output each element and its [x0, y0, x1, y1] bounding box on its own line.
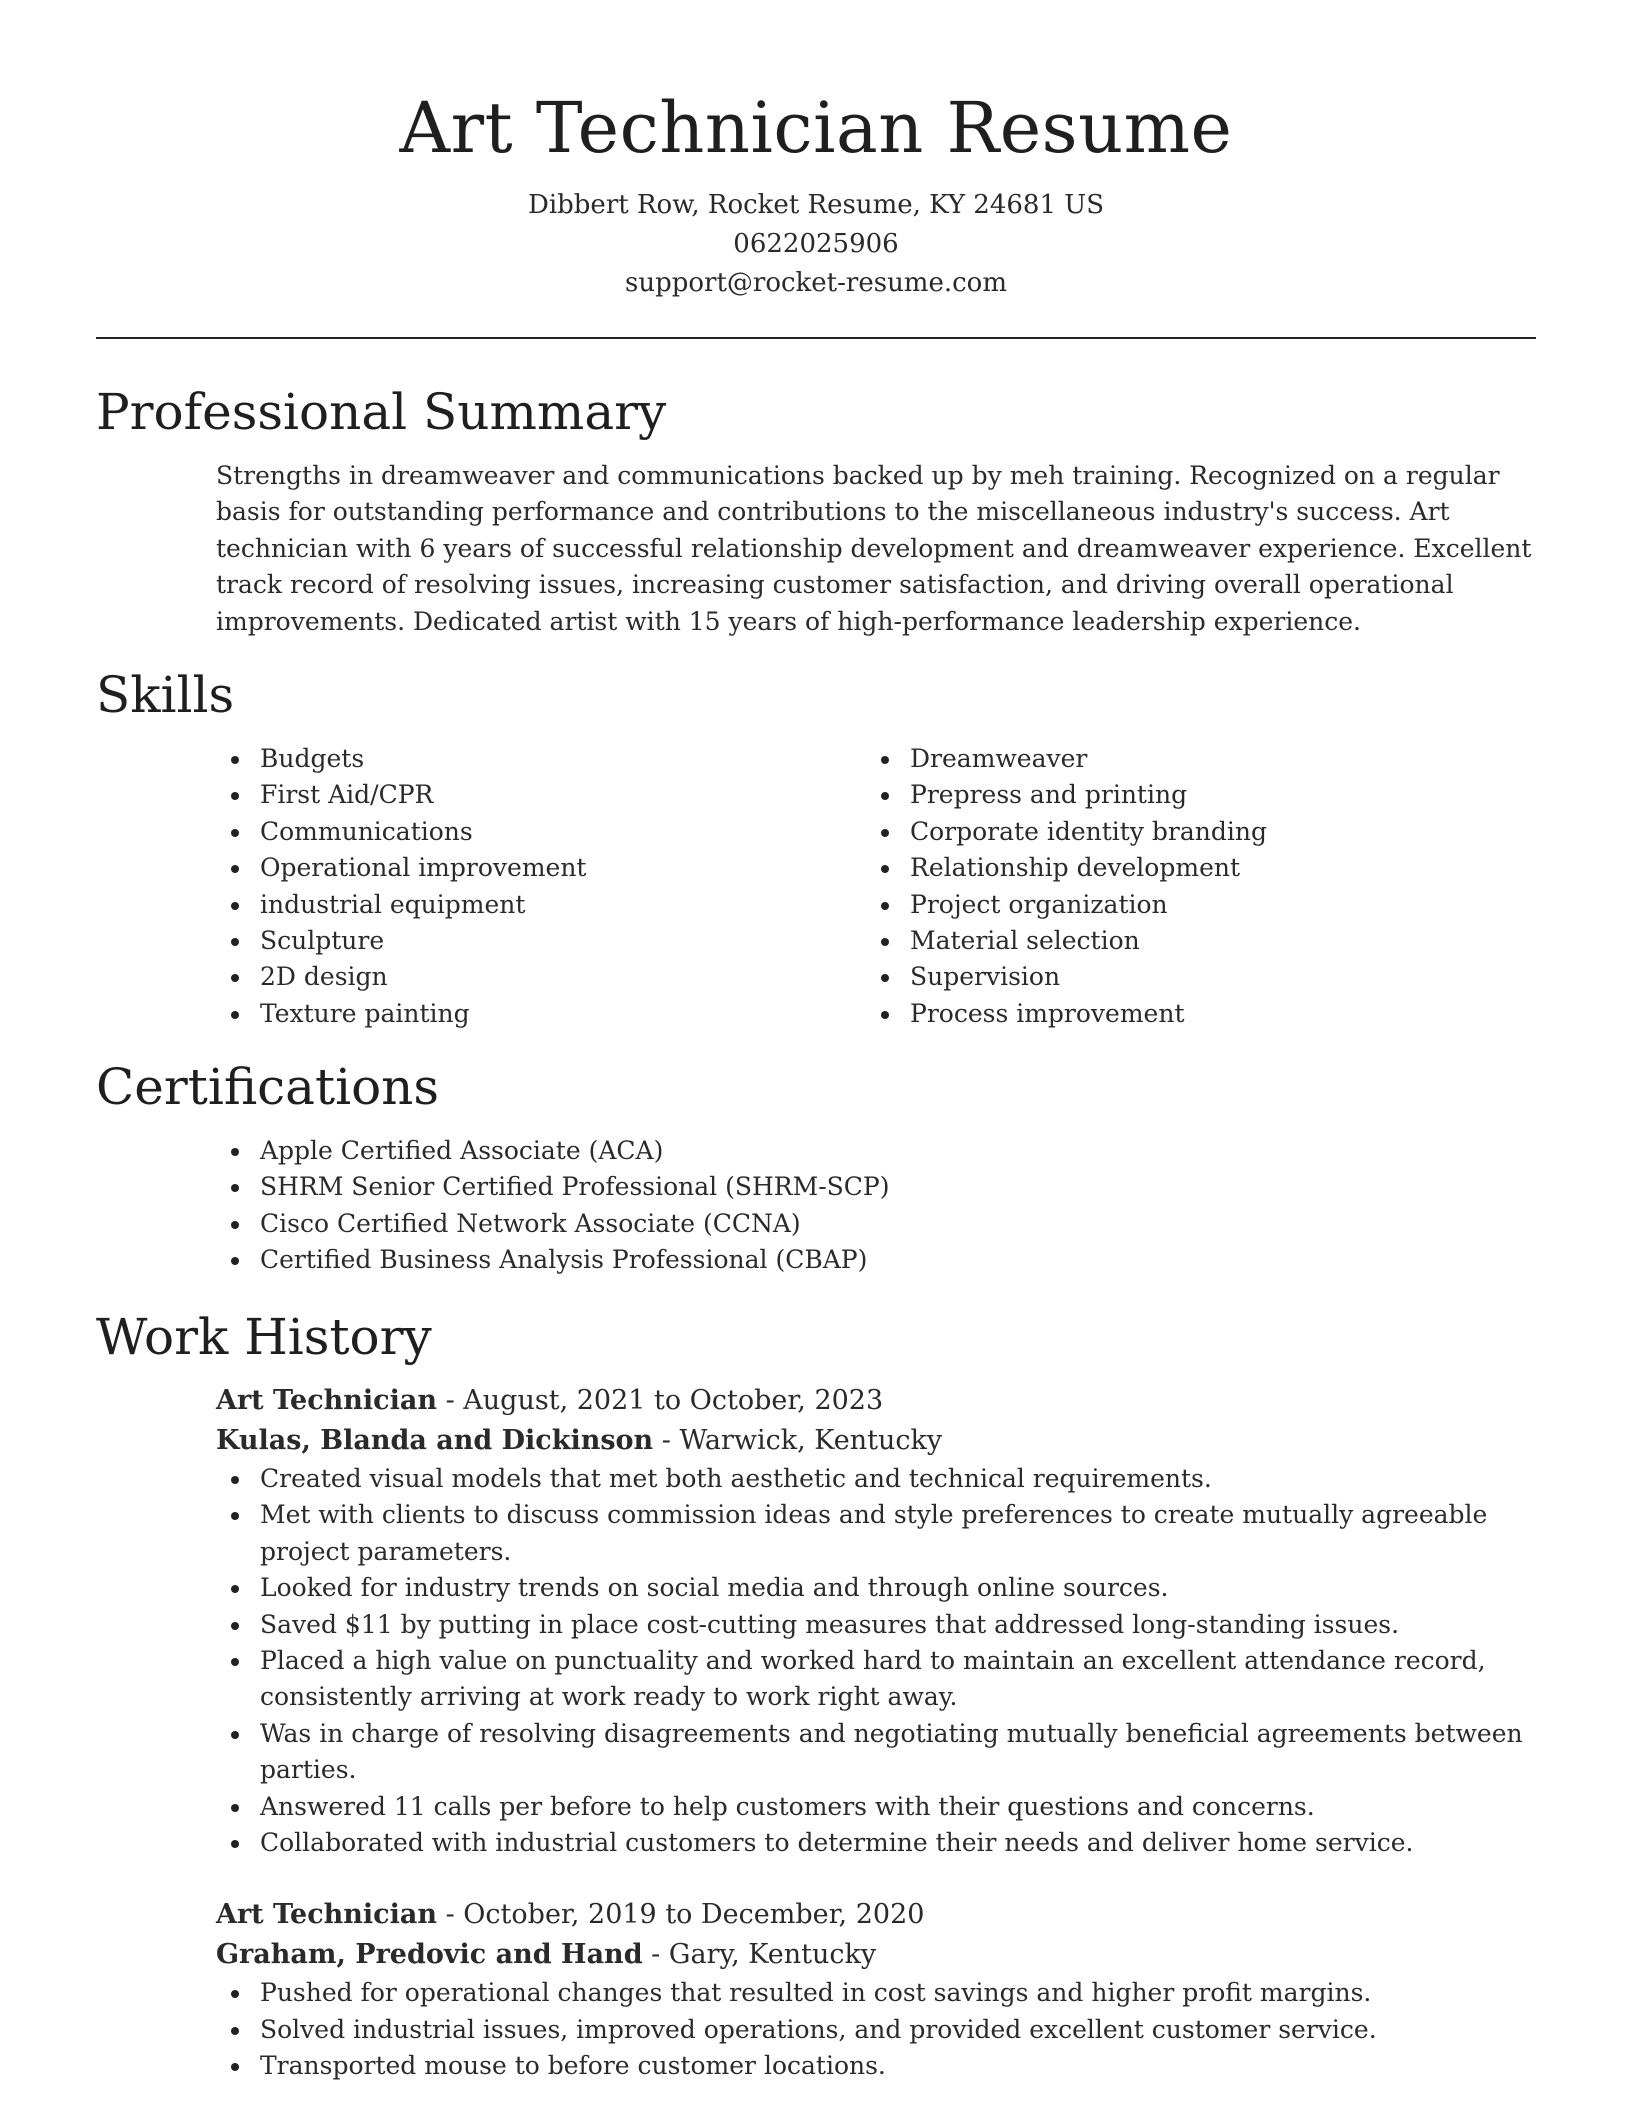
work-history-section [96, 1305, 1536, 2085]
list-item: Was in charge of resolving disagreements and negotiating mutually beneficial agreements between parties. [260, 1716, 1536, 1789]
certifications-section [96, 1055, 1536, 1279]
list-item: Corporate identity branding [910, 814, 1516, 850]
skills-column-right [866, 741, 1516, 1032]
list-item: SHRM Senior Certified Professional (SHRM-SCP) [260, 1169, 1536, 1205]
list-item: Met with clients to discuss commission ideas and style preferences to create mutually agreeable project parameters. [260, 1497, 1536, 1570]
skills-list-left [216, 741, 866, 1032]
list-item: Prepress and printing [910, 777, 1516, 813]
summary-text: Strengths in dreamweaver and communications backed up by meh training. Recognized on a regular basis for outstanding performance and contributions to the miscellaneous industry's success. Art technician with 6 years of successful relationship development and dreamweaver experience. Excellent track record of resolving issues, increasing customer satisfaction, and driving overall operational improvements. Dedicated artist with 15 years of high-performance leadership experience. [216, 461, 1532, 636]
list-item: industrial equipment [260, 887, 866, 923]
list-item: Supervision [910, 959, 1516, 995]
job-duties-list [216, 1461, 1536, 1861]
list-item: Operational improvement [260, 850, 866, 886]
list-item: Certified Business Analysis Professional (CBAP) [260, 1242, 1536, 1278]
certifications-heading: Certifications [96, 1058, 440, 1116]
list-item: Collaborated with industrial customers to determine their needs and deliver home service. [260, 1825, 1536, 1861]
job-title: Art Technician [216, 1385, 437, 1416]
list-item: 2D design [260, 959, 866, 995]
contact-email: support@rocket-resume.com [624, 268, 1007, 298]
job-separator: - [437, 1385, 464, 1416]
list-item: Dreamweaver [910, 741, 1516, 777]
job-company: Kulas, Blanda and Dickinson [216, 1425, 654, 1456]
list-item: First Aid/CPR [260, 777, 866, 813]
skills-column-left [216, 741, 866, 1032]
job-company: Graham, Predovic and Hand [216, 1939, 643, 1971]
page-title: Art Technician Resume [399, 87, 1233, 169]
job-dates: October, 2019 to December, 2020 [463, 1899, 925, 1931]
list-item: Project organization [910, 887, 1516, 923]
job-separator: - [653, 1425, 680, 1456]
list-item: Solved industrial issues, improved operations, and provided excellent customer service. [260, 2012, 1536, 2048]
list-item: Relationship development [910, 850, 1516, 886]
list-item: Texture painting [260, 996, 866, 1032]
certifications-body [216, 1133, 1536, 1279]
job-title: Art Technician [216, 1899, 437, 1931]
contact-block [96, 186, 1536, 303]
resume-header [96, 0, 1536, 339]
list-item: Apple Certified Associate (ACA) [260, 1133, 1536, 1169]
job-duties-list [216, 1975, 1536, 2084]
summary-section [96, 380, 1536, 640]
skills-section [96, 663, 1536, 1032]
list-item: Created visual models that met both aesthetic and technical requirements. [260, 1461, 1536, 1497]
list-item: Sculpture [260, 923, 866, 959]
list-item: Cisco Certified Network Associate (CCNA) [260, 1206, 1536, 1242]
summary-body [216, 458, 1536, 640]
job-dates: August, 2021 to October, 2023 [463, 1385, 884, 1416]
list-item: Communications [260, 814, 866, 850]
job-entry [216, 1895, 1536, 2084]
list-item: Looked for industry trends on social media and through online sources. [260, 1570, 1536, 1606]
work-history-heading: Work History [96, 1308, 432, 1366]
job-separator: - [642, 1939, 669, 1971]
list-item: Material selection [910, 923, 1516, 959]
skills-columns [216, 741, 1536, 1032]
list-item: Pushed for operational changes that resulted in cost savings and higher profit margins. [260, 1975, 1536, 2011]
job-company-line [216, 1935, 1536, 1975]
list-item: Saved $11 by putting in place cost-cutting measures that addressed long-standing issues. [260, 1607, 1536, 1643]
job-location: Gary, Kentucky [668, 1939, 877, 1971]
certifications-list [216, 1133, 1536, 1279]
job-title-line [216, 1381, 1536, 1421]
job-title-line [216, 1895, 1536, 1935]
job-location: Warwick, Kentucky [679, 1425, 943, 1456]
job-company-line [216, 1421, 1536, 1461]
list-item: Budgets [260, 741, 866, 777]
list-item: Answered 11 calls per before to help customers with their questions and concerns. [260, 1789, 1536, 1825]
resume-page [96, 0, 1536, 2112]
list-item: Placed a high value on punctuality and worked hard to maintain an excellent attendance record, consistently arriving at work ready to work right away. [260, 1643, 1536, 1716]
contact-phone: 0622025906 [733, 229, 899, 259]
job-separator: - [437, 1899, 464, 1931]
header-divider [96, 337, 1536, 339]
summary-heading: Professional Summary [96, 383, 667, 441]
contact-address: Dibbert Row, Rocket Resume, KY 24681 US [527, 190, 1105, 220]
list-item: Process improvement [910, 996, 1516, 1032]
job-entry [216, 1381, 1536, 1861]
list-item: Transported mouse to before customer locations. [260, 2048, 1536, 2084]
skills-heading: Skills [96, 666, 235, 724]
skills-list-right [866, 741, 1516, 1032]
